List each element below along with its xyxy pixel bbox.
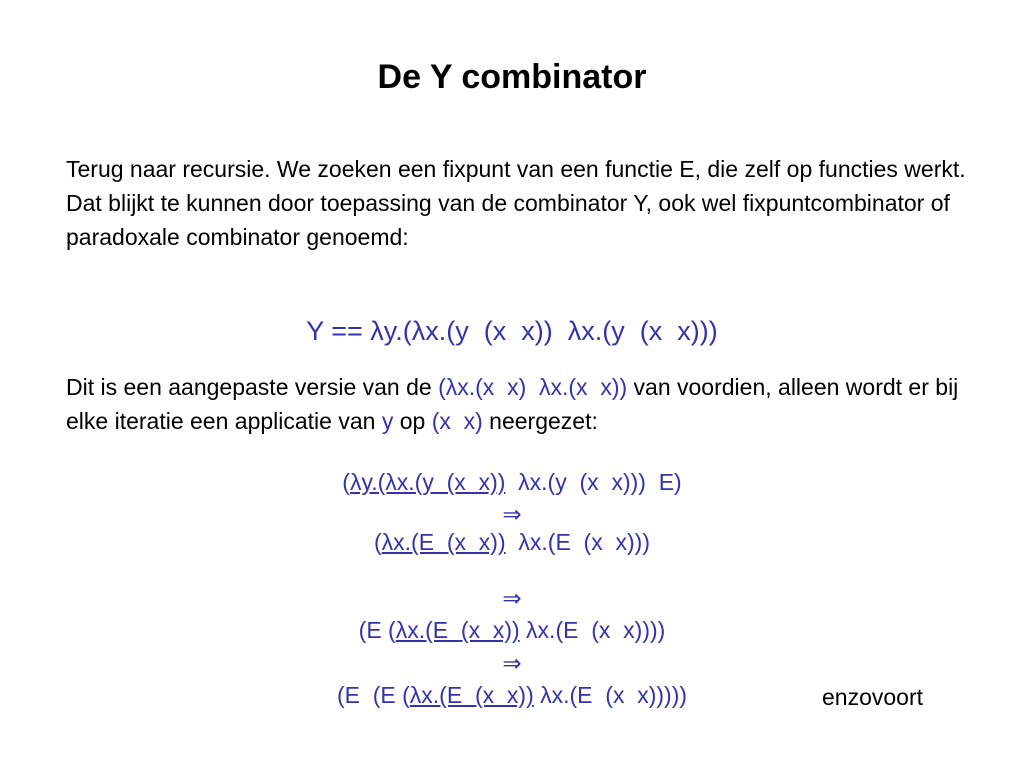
step-3-redex: λx.(E (x x)) — [395, 617, 520, 643]
step-2-prefix: ( — [374, 529, 382, 555]
explanation-text-4: neergezet: — [482, 408, 598, 434]
step-4-redex: λx.(E (x x)) — [409, 682, 534, 708]
step-1-redex: λy.(λx.(y (x x)) — [349, 469, 506, 495]
reduction-arrow-3: ⇒ — [502, 650, 522, 676]
self-application: (x x) — [431, 408, 483, 434]
intro-paragraph: Terug naar recursie. We zoeken een fixpunt van een functie E, die zelf op functies werkt. Dat blijkt te kunnen door toepassing van de combinator Y, ook wel fixpuntcombinator of paradoxale combinator genoemd: — [66, 156, 966, 250]
explanation-text-1: Dit is een aangepaste versie van de — [66, 374, 439, 400]
step-2-redex: λx.(E (x x)) — [381, 529, 506, 555]
explanation-text-3: op — [393, 408, 432, 434]
explanation-text-2: van voordien, alleen wordt er bij elke iteratie een applicatie van — [66, 374, 959, 434]
reduction-step-1 — [0, 467, 1024, 497]
step-1-prefix: ( — [342, 469, 350, 495]
step-1-rest: λx.(y (x x))) E) — [505, 469, 682, 495]
step-3-rest: λx.(E (x x)))) — [519, 617, 666, 643]
step-3-prefix: (E ( — [358, 617, 396, 643]
y-combinator-definition: Y == λy.(λx.(y (x x)) λx.(y (x x))) — [306, 316, 718, 346]
explanation-paragraph — [66, 370, 966, 438]
step-4-rest: λx.(E (x x))))) — [533, 682, 688, 708]
y-variable: y — [381, 408, 394, 434]
reduction-step-3 — [0, 615, 1024, 645]
enzovoort-label: enzovoort — [822, 684, 924, 710]
step-4-prefix: (E (E ( — [336, 682, 410, 708]
reduction-arrow-1: ⇒ — [502, 501, 522, 527]
previous-combinator: (λx.(x x) λx.(x x)) — [438, 374, 628, 400]
slide-title: De Y combinator — [377, 58, 647, 96]
step-2-rest: λx.(E (x x))) — [505, 529, 650, 555]
reduction-arrow-2: ⇒ — [502, 585, 522, 611]
reduction-step-2 — [0, 527, 1024, 557]
